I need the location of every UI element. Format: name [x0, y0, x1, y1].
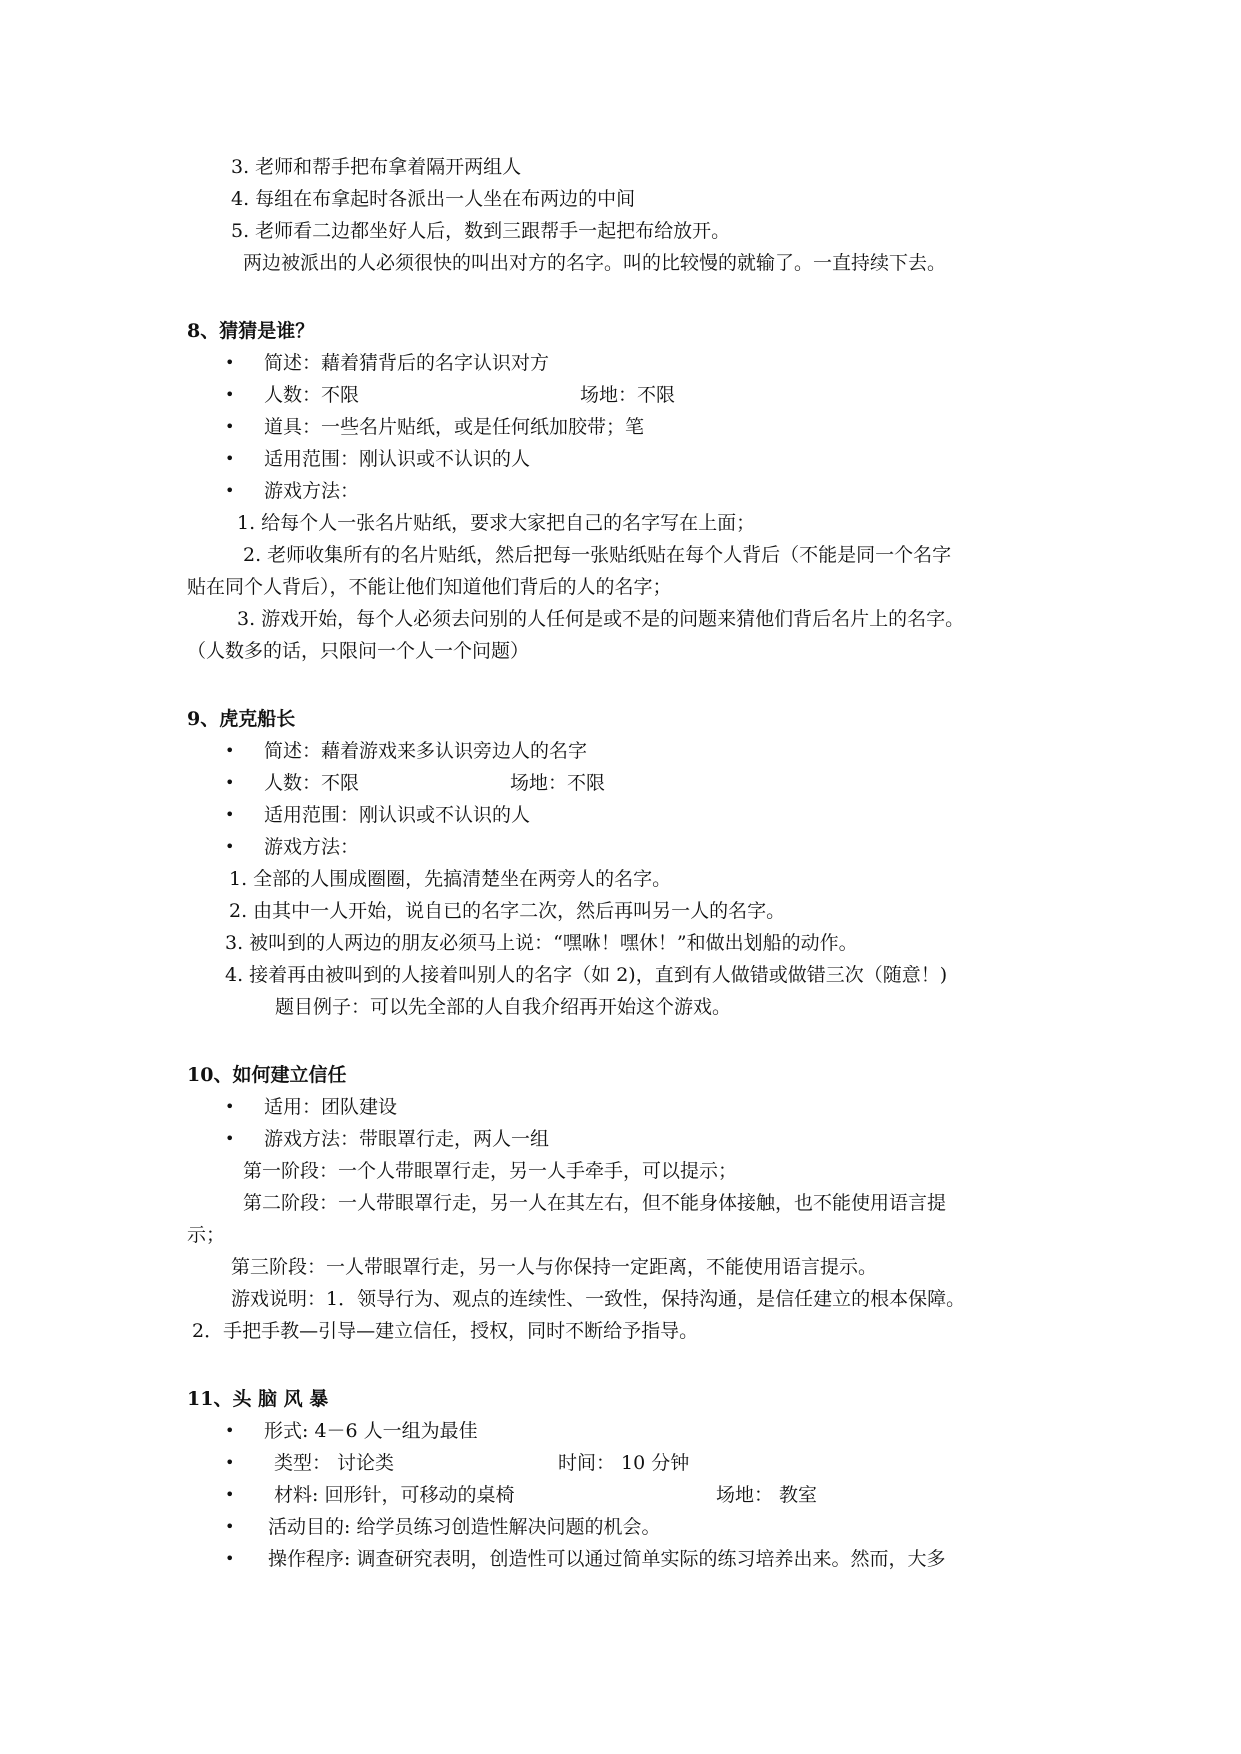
s9-example: 题目例子：可以先全部的人自我介绍再开始这个游戏。: [275, 996, 732, 1018]
s10-phase-1: 第一阶段：一个人带眼罩行走，另一人手牵手，可以提示；: [243, 1160, 738, 1182]
bullet: •: [225, 481, 235, 500]
s8-step-1: 1. 给每个人一张名片贴纸，要求大家把自己的名字写在上面；: [237, 512, 756, 534]
bullet: •: [225, 1453, 235, 1472]
bullet: •: [225, 353, 235, 372]
s10-note-2: 2．手把手教—引导—建立信任，授权，同时不断给予指导。: [192, 1320, 699, 1342]
s9-scope: 适用范围：刚认识或不认识的人: [264, 804, 531, 826]
bullet: •: [225, 805, 235, 824]
s8-desc: 简述：藉着猜背后的名字认识对方: [264, 352, 550, 374]
s10-method: 游戏方法：带眼罩行走，两人一组: [264, 1128, 550, 1150]
s10-phase-2b: 示；: [187, 1224, 226, 1246]
s8-method: 游戏方法：: [264, 480, 360, 502]
s11-time: 时间： 10 分钟: [558, 1452, 690, 1474]
s11-material: 材料: 回形针，可移动的桌椅: [274, 1484, 515, 1506]
bullet: •: [225, 1421, 235, 1440]
intro-line-5: 5. 老师看二边都坐好人后，数到三跟帮手一起把布给放开。: [231, 220, 731, 242]
bullet: •: [225, 385, 235, 404]
s9-people: 人数：不限: [264, 772, 360, 794]
s11-venue: 场地： 教室: [716, 1484, 818, 1506]
s8-scope: 适用范围：刚认识或不认识的人: [264, 448, 531, 470]
s11-type: 类型： 讨论类: [274, 1452, 395, 1474]
bullet: •: [225, 837, 235, 856]
s9-step-1: 1. 全部的人围成圈圈，先搞清楚坐在两旁人的名字。: [229, 868, 672, 890]
bullet: •: [225, 449, 235, 468]
s8-step-2a: 2. 老师收集所有的名片贴纸，然后把每一张贴纸贴在每个人背后（不能是同一个名字: [243, 544, 952, 566]
bullet: •: [225, 1517, 235, 1536]
intro-line-3: 3. 老师和帮手把布拿着隔开两组人: [231, 156, 522, 178]
intro-line-4: 4. 每组在布拿起时各派出一人坐在布两边的中间: [231, 188, 636, 210]
intro-line-result: 两边被派出的人必须很快的叫出对方的名字。叫的比较慢的就输了。一直持续下去。: [243, 252, 947, 274]
bullet: •: [225, 1485, 235, 1504]
s9-step-3: 3. 被叫到的人两边的朋友必须马上说：“嘿咻！嘿休！”和做出划船的动作。: [225, 932, 858, 954]
s10-apply: 适用：团队建设: [264, 1096, 398, 1118]
s10-phase-2a: 第二阶段：一人带眼罩行走，另一人在其左右，但不能身体接触，也不能使用语言提: [243, 1192, 947, 1214]
s11-procedure: 操作程序: 调查研究表明，创造性可以通过简单实际的练习培养出来。然而，大多: [268, 1548, 946, 1570]
s8-venue: 场地：不限: [580, 384, 676, 406]
section-10-title: 10、如何建立信任: [187, 1064, 347, 1086]
bullet: •: [225, 1129, 235, 1148]
s8-props: 道具：一些名片贴纸，或是任何纸加胶带；笔: [264, 416, 645, 438]
s8-people: 人数：不限: [264, 384, 360, 406]
s9-step-4: 4. 接着再由被叫到的人接着叫别人的名字（如 2)，直到有人做错或做错三次（随意！): [225, 964, 948, 986]
bullet: •: [225, 1549, 235, 1568]
bullet: •: [225, 741, 235, 760]
s8-step-3b: （人数多的话，只限问一个人一个问题）: [187, 640, 530, 662]
s10-phase-3: 第三阶段：一人带眼罩行走，另一人与你保持一定距离，不能使用语言提示。: [231, 1256, 878, 1278]
section-9-title: 9、虎克船长: [187, 708, 296, 730]
section-11-title: 11、头 脑 风 暴: [187, 1388, 329, 1410]
s9-method: 游戏方法：: [264, 836, 360, 858]
bullet: •: [225, 1097, 235, 1116]
s9-venue: 场地：不限: [510, 772, 606, 794]
s11-purpose: 活动目的: 给学员练习创造性解决问题的机会。: [268, 1516, 661, 1538]
section-8-title: 8、猜猜是谁？: [187, 320, 315, 342]
s9-step-2: 2. 由其中一人开始，说自已的名字二次，然后再叫另一人的名字。: [229, 900, 786, 922]
s8-step-3a: 3. 游戏开始，每个人必须去问别的人任何是或不是的问题来猜他们背后名片上的名字。: [237, 608, 965, 630]
s11-form: 形式: 4－6 人一组为最佳: [264, 1420, 478, 1442]
s8-step-2b: 贴在同个人背后），不能让他们知道他们背后的人的名字；: [187, 576, 672, 598]
bullet: •: [225, 773, 235, 792]
s9-desc: 简述：藉着游戏来多认识旁边人的名字: [264, 740, 588, 762]
bullet: •: [225, 417, 235, 436]
s10-note-1: 游戏说明：1．领导行为、观点的连续性、一致性，保持沟通，是信任建立的根本保障。: [231, 1288, 966, 1310]
